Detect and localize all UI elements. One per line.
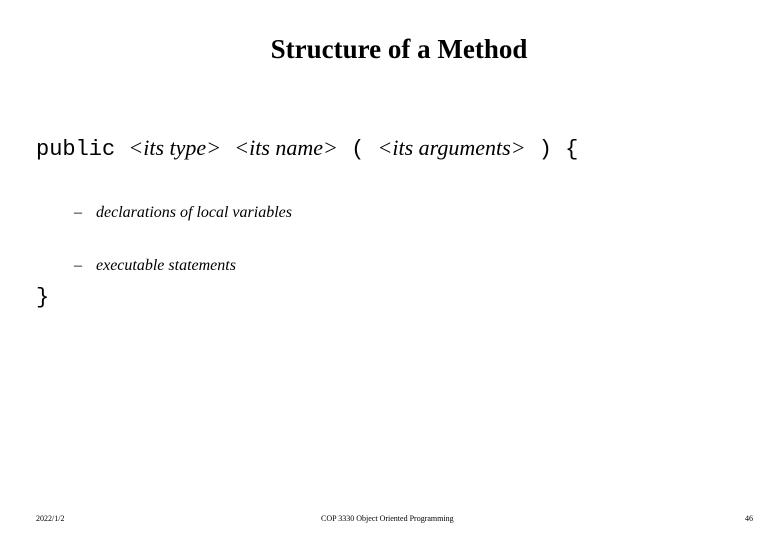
- signature-close: ) {: [538, 137, 579, 162]
- footer-date: 2022/1/2: [36, 514, 65, 523]
- signature-keyword: public: [36, 137, 116, 162]
- bullet-item: [74, 256, 236, 276]
- signature-arguments: <its arguments>: [377, 135, 526, 160]
- signature-type: <its type>: [128, 135, 222, 160]
- bullet-dash: –: [74, 204, 82, 221]
- signature-open-paren: (: [351, 137, 365, 162]
- bullet-dash: –: [74, 257, 82, 274]
- slide-title: Structure of a Method: [270, 34, 528, 64]
- footer-page-number: 46: [745, 514, 753, 523]
- signature-name: <its name>: [234, 135, 338, 160]
- bullet-text: declarations of local variables: [96, 204, 292, 221]
- footer-course: COP 3330 Object Oriented Programming: [321, 514, 454, 523]
- closing-brace: }: [36, 285, 50, 310]
- bullet-item: [74, 203, 292, 223]
- bullet-text: executable statements: [96, 257, 236, 274]
- method-signature: [36, 134, 578, 164]
